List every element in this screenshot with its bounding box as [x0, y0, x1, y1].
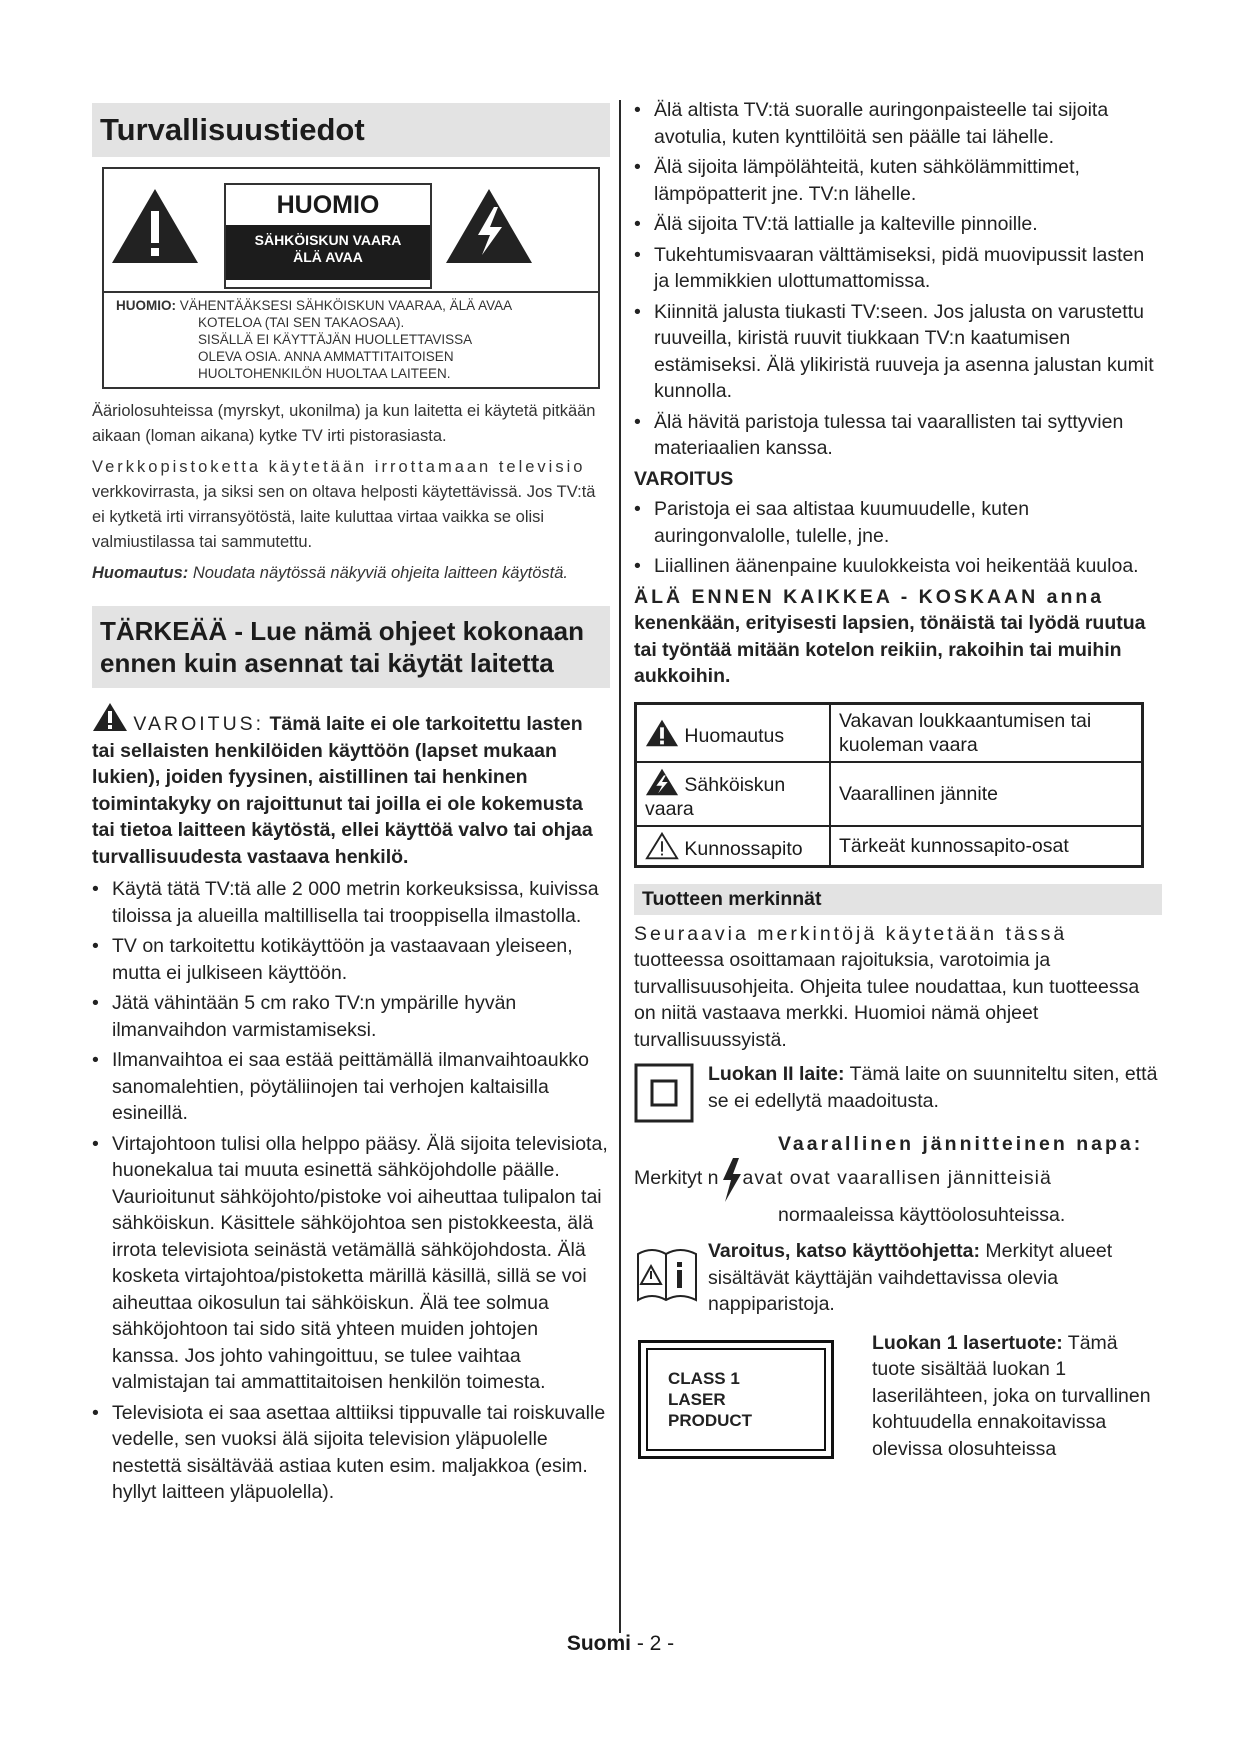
symbol-label: Sähköiskun vaara — [645, 773, 786, 820]
laser-row — [634, 1330, 1162, 1463]
class2-label: Luokan II laite: — [708, 1063, 845, 1085]
never-rest: kenenkään, erityisesti lapsien, tönäistä tai lyödä ruutua tai työntää mitään kotelon reikiin, rakoihin tai muihin aukkoihin. — [634, 612, 1146, 687]
list-item: • Liiallinen äänenpaine kuulokkeista voi heikentää kuuloa. — [634, 553, 1162, 580]
symbol-description: Vaarallinen jännite — [830, 762, 1143, 826]
terminal-line — [634, 1158, 1162, 1202]
terminal-row — [634, 1131, 1162, 1228]
huomio-text-4: OLEVA OSIA. ANNA AMMATTITAITOISEN — [198, 349, 454, 364]
list-item: • Jätä vähintään 5 cm rako TV:n ympärille hyvän ilmanvaihdon varmistamiseksi. — [92, 990, 610, 1043]
list-item: • Älä altista TV:tä suoralle auringonpaisteelle tai sijoita avotulia, kuten kynttilöitä sen päälle tai lähelle. — [634, 97, 1162, 150]
list-item: • TV on tarkoitettu kotikäyttöön ja vastaavaan yleiseen, mutta ei julkiseen käyttöön. — [92, 933, 610, 986]
manual-text: Merkityt alueet sisältävät käyttäjän vaihdettavissa olevia nappiparistoja. — [708, 1240, 1113, 1315]
laser-product-label — [638, 1340, 834, 1459]
right-column — [634, 97, 1162, 1462]
huomio-line-1: SÄHKÖISKUN VAARA — [254, 232, 402, 248]
manual-book-icon — [634, 1242, 700, 1304]
table-row — [636, 703, 1143, 762]
lightning-triangle-icon — [645, 767, 679, 797]
huomio-text-label: HUOMIO: — [116, 298, 176, 313]
warning-triangle-icon — [92, 702, 128, 732]
list-item: • Älä hävitä paristoja tulessa tai vaarallisten tai syttyvien materiaalien kanssa. — [634, 409, 1162, 462]
page-title: Turvallisuustiedot — [92, 103, 610, 157]
list-item: • Televisiota ei saa asettaa alttiiksi tippuvalle tai roiskuvalle vedelle, sen vuoksi älä sijoita television yläpuolelle nestettä sisältävää astiaa kuten esim. maljakkoa (esim. hyllyt laitteen yläpuolella). — [92, 1400, 610, 1506]
huomio-label-box — [224, 183, 432, 289]
laser-label: Luokan 1 lasertuote: — [872, 1331, 1063, 1354]
important-heading: TÄRKEÄÄ - Lue nämä ohjeet kokonaan ennen kuin asennat tai käytät laitetta — [92, 606, 610, 688]
symbol-description: Vakavan loukkaantumisen tai kuoleman vaara — [830, 703, 1143, 762]
never-paragraph — [634, 584, 1162, 690]
list-item: • Ilmanvaihtoa ei saa estää peittämällä ilmanvaihtoaukko sanomalehtien, pöytäliinojen tai verhojen kaltaisilla esineillä. — [92, 1047, 610, 1127]
plug-paragraph — [92, 455, 610, 555]
footer-page-number: - 2 - — [631, 1632, 675, 1655]
plug-paragraph-rest: verkkovirrasta, ja siksi sen on oltava helposti käytettävissä. Jos TV:tä ei kytketä irti virransyötöstä, laite kuluttaa virtaa vaikka se olisi valmiustilassa tai sammutettu. — [92, 483, 596, 551]
child-warning-label: VAROITUS: — [133, 713, 265, 735]
huomio-text-2: KOTELOA (TAI SEN TAKAOSAA). — [198, 315, 405, 330]
table-row — [636, 762, 1143, 826]
outline-warning-triangle-icon — [645, 831, 679, 861]
list-item: • Älä sijoita lämpölähteitä, kuten sähkölämmittimet, lämpöpatterit jne. TV:n lähelle. — [634, 154, 1162, 207]
footer-language: Suomi — [566, 1632, 631, 1655]
class2-double-square-icon — [634, 1063, 694, 1123]
huomio-text-5: HUOLTOHENKILÖN HUOLTAA LAITEEN. — [198, 366, 451, 381]
huomio-text-1: VÄHENTÄÄKSESI SÄHKÖISKUN VAARAA, ÄLÄ AVAA — [176, 298, 513, 313]
list-item: • Älä sijoita TV:tä lattialle ja kalteville pinnoille. — [634, 211, 1162, 238]
laser-line-2: LASER PRODUCT — [668, 1389, 753, 1430]
huomio-subtitle — [226, 225, 430, 280]
class2-text: Tämä laite on suunniteltu siten, että se ei edellytä maadoitusta. — [708, 1063, 1158, 1112]
never-lead: ÄLÄ ENNEN KAIKKEA - KOSKAAN anna — [634, 585, 1105, 608]
symbol-cell — [636, 703, 831, 762]
terminal-mid: avat ovat vaarallisen jännitteisiä — [742, 1166, 1052, 1189]
storm-paragraph: Ääriolosuhteissa (myrskyt, ukonilma) ja kun laitetta ei käytetä pitkään aikaan (loman aikana) kytke TV irti pistorasiasta. — [92, 402, 596, 445]
right-bullet-list-2 — [634, 496, 1162, 580]
warnbox-separator — [104, 291, 598, 293]
table-row — [636, 826, 1143, 867]
symbol-description: Tärkeät kunnossapito-osat — [830, 826, 1143, 867]
marks-intro — [634, 921, 1162, 1054]
plug-paragraph-lead: Verkkopistoketta käytetään irrottamaan televisio — [92, 458, 586, 476]
note-text: Noudata näytössä näkyviä ohjeita laitteen käytöstä. — [188, 564, 568, 582]
lightning-warning-icon — [444, 187, 534, 265]
manual-label: Varoitus, katso käyttöohjetta: — [708, 1240, 980, 1262]
note-label: Huomautus: — [92, 564, 189, 582]
manual-row — [634, 1238, 1162, 1318]
warning-triangle-icon — [645, 718, 679, 748]
class2-row — [634, 1061, 1162, 1121]
child-warning-text: Tämä laite ei ole tarkoitettu lasten tai sellaisten henkilöiden käyttöön (lapset mukaan lukien), joiden fyysinen, aistillinen tai henkinen toimintakyky on rajoittunut tai joilla ei ole kokemusta tai tietoa laitteen käytöstä, ellei käyttöä valvo tai ohjaa turvallisuudesta vastaava henkilö. — [92, 713, 593, 868]
laser-text: Tämä tuote sisältää luokan 1 laserilähteen, joka on turvallinen kohtuudella ennakoitavissa olevissa olosuhteissa — [872, 1331, 1151, 1460]
child-warning-paragraph — [92, 702, 610, 870]
shock-warning-box — [102, 167, 600, 389]
list-item: • Kiinnitä jalusta tiukasti TV:seen. Jos jalusta on varustettu ruuveilla, kiristä ruuvit tiukkaan TV:n kaatumisen estämiseksi. Älä ylikiristä ruuveja ja asenna jalustan kumit kunnolla. — [634, 299, 1162, 405]
left-column — [92, 103, 610, 1510]
marks-intro-lead: Seuraavia merkintöjä käytetään tässä — [634, 922, 1068, 945]
terminal-last: normaaleissa käyttöolosuhteissa. — [778, 1203, 1066, 1226]
terminal-label: Vaarallinen jännitteinen napa: — [778, 1133, 1144, 1155]
page-footer — [0, 1632, 1241, 1656]
huomio-title: HUOMIO — [276, 191, 380, 219]
varoitus-heading: VAROITUS — [634, 467, 734, 490]
column-divider — [619, 100, 621, 1633]
list-item: • Paristoja ei saa altistaa kuumuudelle, kuten auringonvalolle, tulelle, jne. — [634, 496, 1162, 549]
huomio-text — [116, 297, 592, 382]
laser-line-1: CLASS 1 — [668, 1368, 740, 1388]
left-bullet-list — [92, 876, 610, 1506]
marks-heading: Tuotteen merkinnät — [634, 884, 1162, 915]
list-item: • Tukehtumisvaaran välttämiseksi, pidä muovipussit lasten ja lemmikkien ulottumattomissa. — [634, 242, 1162, 295]
list-item: • Käytä tätä TV:tä alle 2 000 metrin korkeuksissa, kuivissa tiloissa ja alueilla maltillisella tai trooppisella ilmastolla. — [92, 876, 610, 929]
exclamation-warning-icon — [110, 187, 200, 265]
marks-intro-rest: tuotteessa osoittamaan rajoituksia, varotoimia ja turvallisuusohjeita. Ohjeita tulee noudattaa, kun tuotteessa on niitä vastaava merkki. Huomioi nämä ohjeet turvallisuussyistä. — [634, 949, 1140, 1051]
note-paragraph — [92, 561, 610, 586]
symbol-table — [634, 702, 1144, 868]
symbol-label: Kunnossapito — [684, 837, 803, 860]
laser-description — [872, 1330, 1162, 1463]
huomio-text-3: SISÄLLÄ EI KÄYTTÄJÄN HUOLLETTAVISSA — [198, 332, 473, 347]
symbol-cell — [636, 762, 831, 826]
right-bullet-list-1 — [634, 97, 1162, 462]
laser-label-inner — [646, 1348, 826, 1451]
lightning-bolt-icon — [719, 1158, 743, 1202]
huomio-line-2: ÄLÄ AVAA — [293, 249, 363, 265]
terminal-pre: Merkityt n — [634, 1166, 719, 1189]
symbol-label: Huomautus — [684, 724, 785, 747]
list-item: • Virtajohtoon tulisi olla helppo pääsy. Älä sijoita televisiota, huonekalua tai muuta esinettä sähköjohdolle päälle. Vaurioitunut sähköjohto/pistoke voi aiheuttaa tulipalon tai sähköiskun. Käsittele sähköjohtoa sen pistokkeesta, älä irrota televisiota seinästä vetämällä sähköjohdosta. Älä kosketa virtajohtoa/pistoketta märillä käsillä, sillä se voi aiheuttaa oikosulun tai sähköiskun. Älä tee solmua sähköjohtoon tai sido sitä yhteen muiden johtojen kanssa. Jos johto vahingoittuu, se tulee vaihtaa valmistajan tai ammattitaitoisen henkilön toimesta. — [92, 1131, 610, 1396]
symbol-cell — [636, 826, 831, 867]
